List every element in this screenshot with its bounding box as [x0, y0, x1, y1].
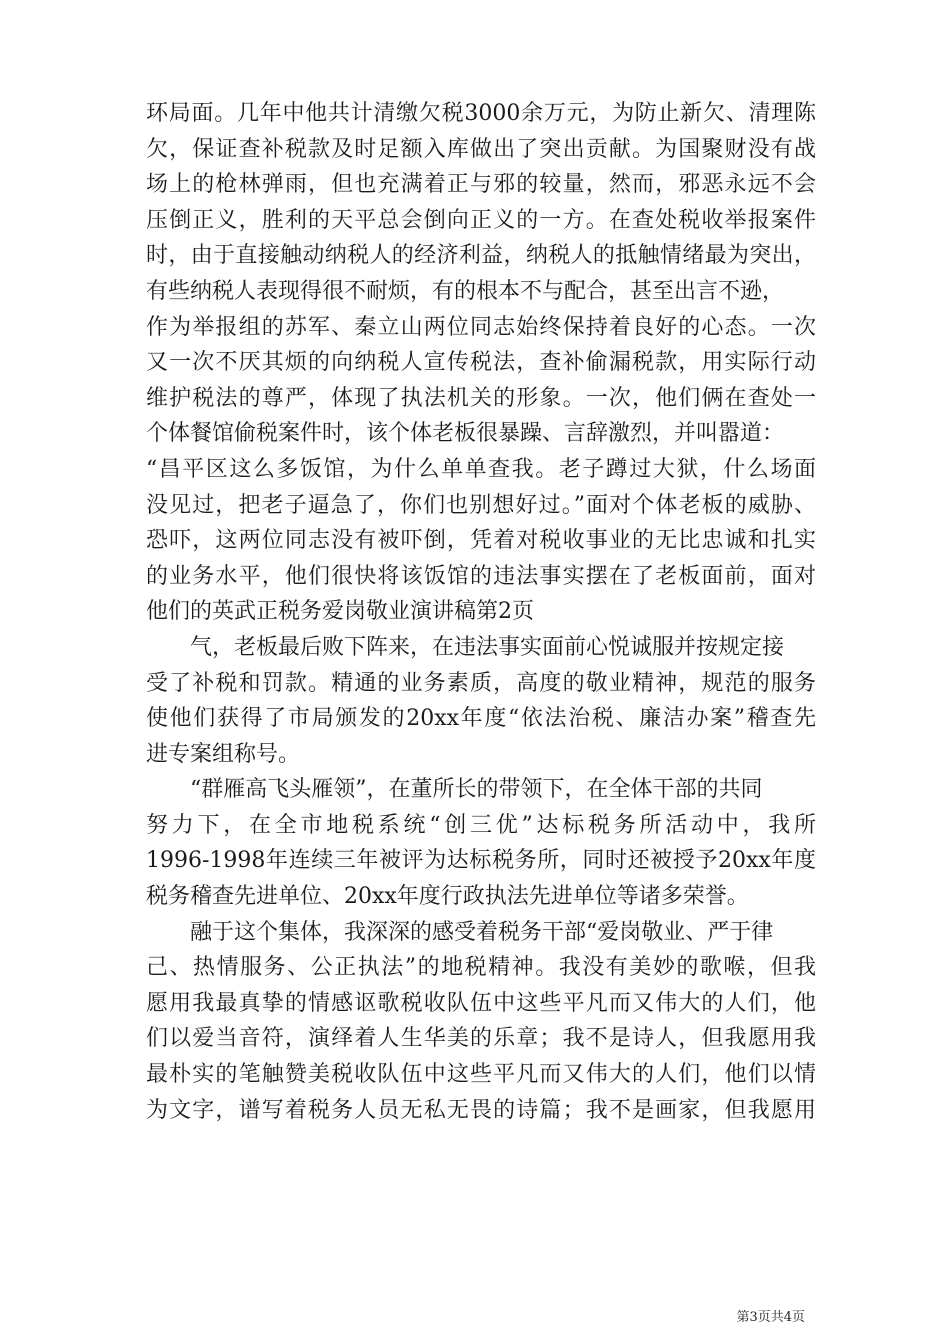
- text-line: 税务稽查先进单位、20xx年度行政执法先进单位等诸多荣誉。: [146, 884, 749, 910]
- text-line: 没见过，把老子逼急了，你们也别想好过。”面对个体老板的威胁、: [146, 492, 816, 518]
- text-line: 维护税法的尊严，体现了执法机关的形象。一次，他们俩在查处一: [146, 385, 816, 411]
- text-line: 个体餐馆偷税案件时，该个体老板很暴躁、言辞激烈，并叫嚣道：: [146, 421, 785, 447]
- text-line: 作为举报组的苏军、秦立山两位同志始终保持着良好的心态。一次: [146, 314, 816, 340]
- text-line: 为文字，谱写着税务人员无私无畏的诗篇；我不是画家，但我愿用: [146, 1097, 816, 1123]
- text-line: 又一次不厌其烦的向纳税人宣传税法，查补偷漏税款，用实际行动: [146, 350, 816, 376]
- text-line: 环局面。几年中他共计清缴欠税3000余万元，为防止新欠、清理陈: [146, 101, 816, 126]
- text-line: 受了补税和罚款。精通的业务素质，高度的敬业精神，规范的服务: [146, 670, 816, 696]
- text-line: “昌平区这么多饭馆，为什么单单查我。老子蹲过大狱，什么场面: [146, 456, 816, 482]
- text-line: 融于这个集体，我深深的感受着税务干部“爱岗敬业、严于律: [190, 919, 774, 945]
- page-number: 第3页共4页: [736, 1310, 805, 1325]
- text-line: 场上的枪林弹雨，但也充满着正与邪的较量，然而，邪恶永远不会: [146, 172, 816, 198]
- text-line: 有些纳税人表现得很不耐烦，有的根本不与配合，甚至出言不逊，: [146, 278, 785, 304]
- text-line: 恐吓，这两位同志没有被吓倒，凭着对税收事业的无比忠诚和扎实: [146, 528, 816, 554]
- text-line: 欠，保证查补税款及时足额入库做出了突出贡献。为国聚财没有战: [146, 136, 816, 162]
- text-line: 们以爱当音符，演绎着人生华美的乐章；我不是诗人，但我愿用我: [146, 1026, 816, 1052]
- text-line: 使他们获得了市局颁发的20xx年度“依法治税、廉洁办案”稽查先: [146, 706, 816, 732]
- text-line: 己、热情服务、公正执法”的地税精神。我没有美妙的歌喉，但我: [146, 955, 816, 981]
- text-line: 时，由于直接触动纳税人的经济利益，纳税人的抵触情绪最为突出，: [146, 243, 816, 269]
- text-line: 他们的英武正税务爱岗敬业演讲稿第2页: [146, 599, 534, 625]
- text-line: 进专案组称号。: [146, 741, 301, 767]
- text-line: 的业务水平，他们很快将该饭馆的违法事实摆在了老板面前，面对: [146, 563, 816, 589]
- text-line: 气，老板最后败下阵来，在违法事实面前心悦诚服并按规定接: [190, 634, 785, 660]
- text-line: 压倒正义，胜利的天平总会倒向正义的一方。在查处税收举报案件: [146, 207, 816, 233]
- text-line: “群雁高飞头雁领”，在董所长的带领下，在全体干部的共同: [190, 777, 763, 803]
- text-line: 努力下，在全市地税系统“创三优”达标税务所活动中，我所: [146, 812, 816, 838]
- text-line: 最朴实的笔触赞美税收队伍中这些平凡而又伟大的人们，他们以情: [146, 1062, 816, 1088]
- text-line: 愿用我最真挚的情感讴歌税收队伍中这些平凡而又伟大的人们，他: [146, 990, 816, 1016]
- body-text: [146, 96, 816, 1128]
- text-line: 1996-1998年连续三年被评为达标税务所，同时还被授予20xx年度: [146, 848, 816, 874]
